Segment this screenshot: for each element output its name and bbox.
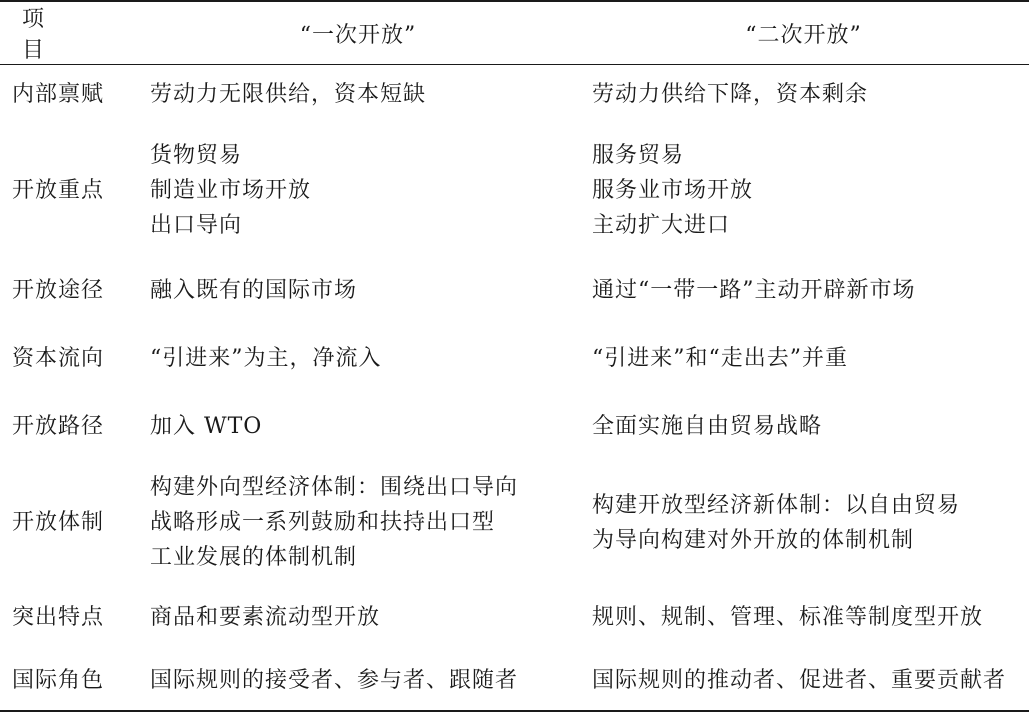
cell-line: 加入 WTO — [150, 414, 263, 439]
cell-line: 服务业市场开放 — [592, 178, 754, 203]
cell-line: 商品和要素流动型开放 — [150, 605, 381, 630]
table-row — [0, 461, 1029, 585]
second-opening-cell — [578, 651, 1029, 711]
table-row — [0, 65, 1029, 125]
cell-line: 服务贸易 — [592, 143, 685, 168]
row-label: 国际角色 — [0, 651, 138, 711]
cell-line: 劳动力供给下降，资本剩余 — [592, 82, 869, 108]
first-opening-cell — [138, 65, 578, 125]
cell-line: 国际规则的推动者、促进者、重要贡献者 — [592, 667, 1007, 693]
table-row — [0, 257, 1029, 325]
first-opening-cell — [138, 461, 578, 585]
header-first-opening: “一次开放” — [138, 1, 578, 65]
second-opening-cell — [578, 325, 1029, 393]
table-header — [0, 1, 1029, 65]
cell-line: “引进来”和“走出去”并重 — [592, 346, 848, 371]
cell-line: 战略形成一系列鼓励和扶持出口型 — [150, 510, 496, 535]
cell-line: 为导向构建对外开放的体制机制 — [592, 527, 915, 553]
cell-line: 通过“一带一路”主动开辟新市场 — [592, 278, 916, 303]
first-opening-cell — [138, 125, 578, 257]
cell-line: 融入既有的国际市场 — [150, 278, 358, 303]
first-opening-cell — [138, 585, 578, 651]
first-opening-cell — [138, 325, 578, 393]
table-body — [0, 65, 1029, 711]
table-row — [0, 125, 1029, 257]
cell-line: 主动扩大进口 — [592, 213, 731, 238]
second-opening-cell — [578, 125, 1029, 257]
row-label: 开放途径 — [12, 278, 105, 303]
cell-line: 全面实施自由贸易战略 — [592, 414, 823, 439]
row-label: 内部禀赋 — [12, 82, 105, 108]
cell-line: 国际规则的接受者、参与者、跟随者 — [150, 667, 519, 693]
row-label: 开放体制 — [12, 510, 105, 535]
second-opening-cell — [578, 585, 1029, 651]
cell-line: 工业发展的体制机制 — [150, 545, 358, 570]
second-opening-cell — [578, 393, 1029, 461]
table-row — [0, 585, 1029, 651]
row-label: 突出特点 — [12, 605, 105, 630]
table-row — [0, 651, 1029, 711]
cell-line: 制造业市场开放 — [150, 178, 312, 203]
second-opening-cell — [578, 461, 1029, 585]
cell-line: “引进来”为主，净流入 — [150, 346, 382, 371]
cell-line: 构建外向型经济体制：围绕出口导向 — [150, 475, 519, 500]
second-opening-cell — [578, 65, 1029, 125]
header-second-opening: “二次开放” — [578, 1, 1029, 65]
header-item: 项 目 — [0, 1, 138, 65]
row-label: 开放路径 — [12, 414, 105, 439]
table-row — [0, 325, 1029, 393]
cell-line: 货物贸易 — [150, 143, 243, 168]
first-opening-cell — [138, 651, 578, 711]
cell-line: 构建开放型经济新体制：以自由贸易 — [592, 492, 961, 518]
cell-line: 劳动力无限供给，资本短缺 — [150, 82, 427, 108]
row-label: 开放重点 — [12, 178, 105, 203]
second-opening-cell — [578, 257, 1029, 325]
header-row — [0, 1, 1029, 65]
row-label: 资本流向 — [12, 346, 105, 371]
table-row — [0, 393, 1029, 461]
first-opening-cell — [138, 393, 578, 461]
first-opening-cell — [138, 257, 578, 325]
cell-line: 规则、规制、管理、标准等制度型开放 — [592, 605, 984, 630]
cell-line: 出口导向 — [150, 213, 243, 238]
